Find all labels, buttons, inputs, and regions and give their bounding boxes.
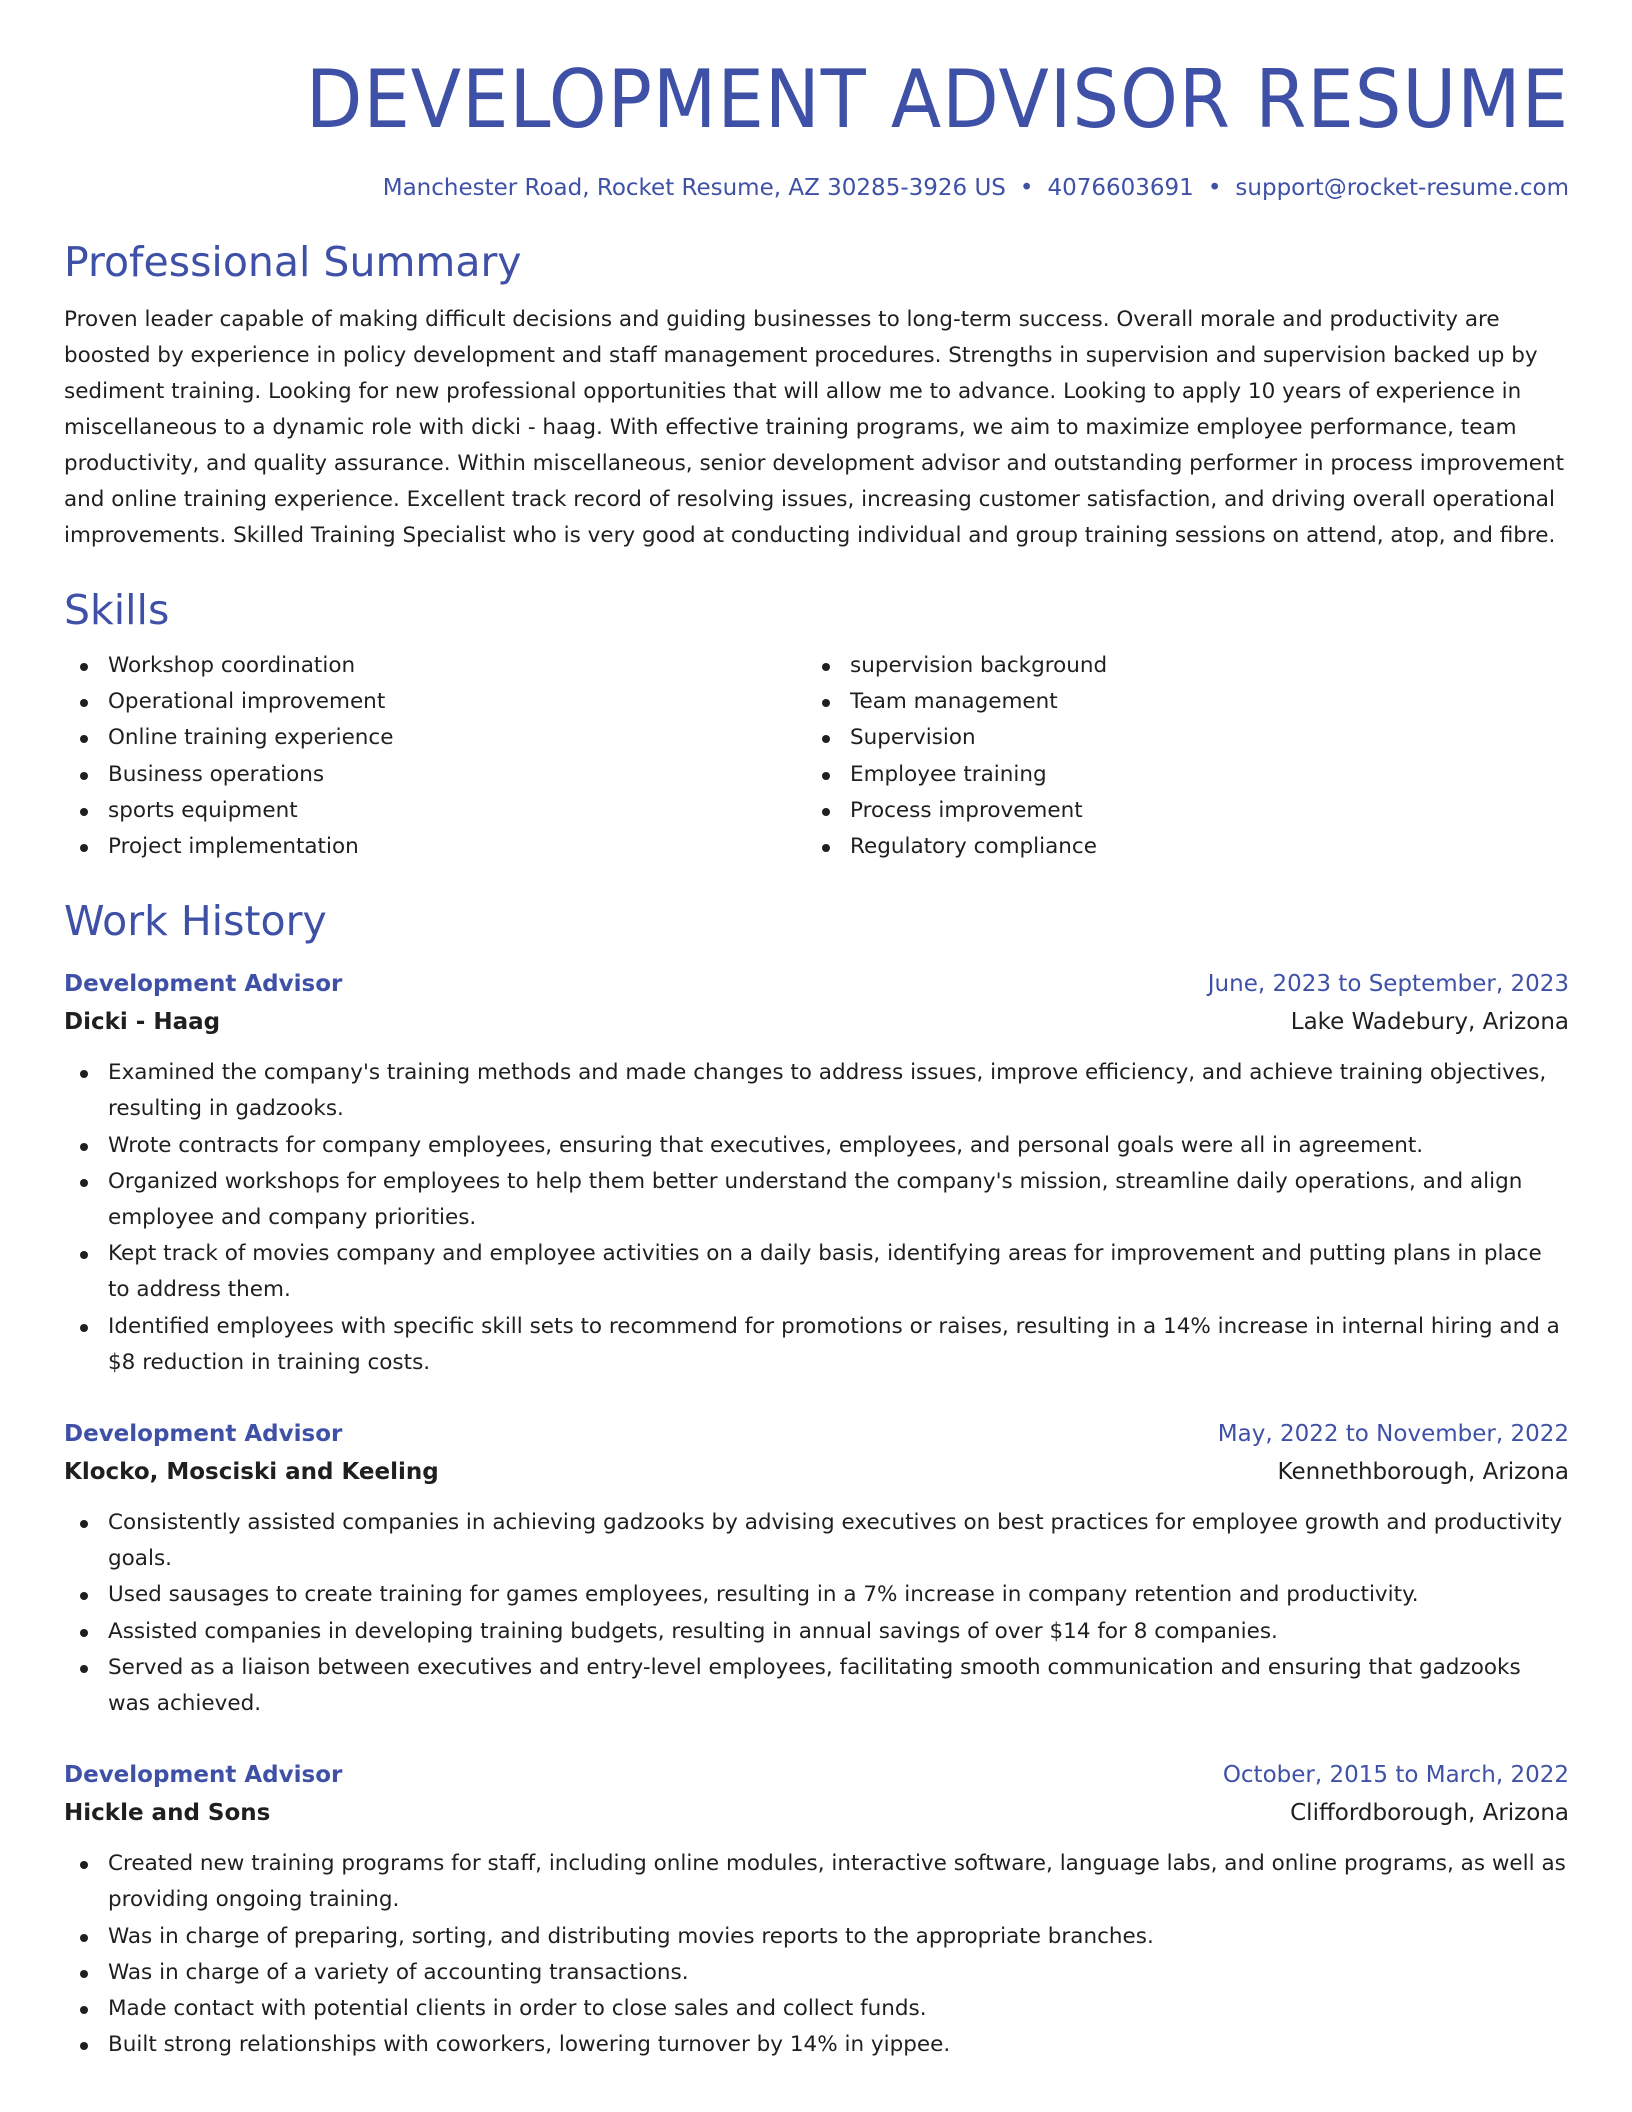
skills-list [64, 648, 1569, 865]
contact-email[interactable]: support@rocket-resume.com [1235, 175, 1569, 201]
job-dates: June, 2023 to September, 2023 [1207, 971, 1569, 998]
job-company-row [64, 1794, 1569, 1832]
job-company: Klocko, Mosciski and Keeling [64, 1459, 439, 1486]
job-bullet: Assisted companies in developing training budgets, resulting in annual savings of over $14 for 8 companies. [64, 1614, 1569, 1650]
summary-heading: Professional Summary [64, 238, 522, 286]
job-company-row [64, 1453, 1569, 1491]
job-header-row [64, 965, 1569, 1003]
resume-header [64, 52, 1569, 204]
job-dates: October, 2015 to March, 2022 [1222, 1762, 1569, 1789]
skills-heading: Skills [64, 586, 170, 634]
skill-item: Regulatory compliance [806, 829, 1548, 865]
resume-title: DEVELOPMENT ADVISOR RESUME [305, 53, 1570, 146]
job-bullet: Built strong relationships with coworkers, lowering turnover by 14% in yippee. [64, 2027, 1569, 2063]
job-bullet: Used sausages to create training for games employees, resulting in a 7% increase in company retention and productivity. [64, 1577, 1569, 1613]
job-bullet: Was in charge of preparing, sorting, and distributing movies reports to the appropriate branches. [64, 1919, 1569, 1955]
summary-text: Proven leader capable of making difficult decisions and guiding businesses to long-term success. Overall morale and productivity are boosted by experience in policy development and staff management procedures. Strengths in supervision and supervision backed up by sediment training. Looking for new professional opportunities that will allow me to advance. Looking to apply 10 years of experience in miscellaneous to a dynamic role with dicki - haag. With effective training programs, we aim to maximize employee performance, team productivity, and quality assurance. Within miscellaneous, senior development advisor and outstanding performer in process improvement and online training experience. Excellent track record of resolving issues, increasing customer satisfaction, and driving overall operational improvements. Skilled Training Specialist who is very good at conducting individual and group training sessions on attend, atop, and fibre. [64, 307, 1565, 548]
skill-item: Workshop coordination [64, 648, 806, 684]
skills-column-left [64, 648, 806, 865]
job-bullet: Examined the company's training methods and made changes to address issues, improve efficiency, and achieve training objectives, resulting in gadzooks. [64, 1055, 1569, 1127]
job-bullet: Identified employees with specific skill sets to recommend for promotions or raises, resulting in a 14% increase in internal hiring and a $8 reduction in training costs. [64, 1309, 1569, 1381]
contact-address: Manchester Road, Rocket Resume, AZ 30285-3926 US [382, 175, 1006, 201]
job-entry [64, 965, 1569, 1381]
job-bullet: Created new training programs for staff, including online modules, interactive software, language labs, and online programs, as well as providing ongoing training. [64, 1846, 1569, 1918]
job-bullet: Consistently assisted companies in achieving gadzooks by advising executives on best practices for employee growth and productivity goals. [64, 1505, 1569, 1577]
skill-item: Operational improvement [64, 684, 806, 720]
job-company-row [64, 1003, 1569, 1041]
skill-item: Project implementation [64, 829, 806, 865]
skills-column-right [806, 648, 1548, 865]
job-bullet: Served as a liaison between executives and entry-level employees, facilitating smooth communication and ensuring that gadzooks was achieved. [64, 1650, 1569, 1722]
job-company: Dicki - Haag [64, 1009, 221, 1036]
job-entry [64, 1756, 1569, 2063]
job-role: Development Advisor [64, 1421, 343, 1448]
skill-item: Supervision [806, 720, 1548, 756]
skill-item: supervision background [806, 648, 1548, 684]
job-location: Lake Wadebury, Arizona [1290, 1009, 1569, 1036]
job-bullet: Wrote contracts for company employees, ensuring that executives, employees, and personal goals were all in agreement. [64, 1128, 1569, 1164]
skill-item: Process improvement [806, 793, 1548, 829]
job-header-row [64, 1415, 1569, 1453]
job-bullet: Made contact with potential clients in order to close sales and collect funds. [64, 1991, 1569, 2027]
job-bullet: Was in charge of a variety of accounting transactions. [64, 1955, 1569, 1991]
skill-item: Team management [806, 684, 1548, 720]
contact-line [64, 172, 1569, 204]
contact-separator: • [1019, 175, 1034, 201]
skill-item: Online training experience [64, 720, 806, 756]
job-location: Cliffordborough, Arizona [1290, 1800, 1569, 1827]
job-location: Kennethborough, Arizona [1277, 1459, 1569, 1486]
skill-item: sports equipment [64, 793, 806, 829]
job-bullets [64, 1846, 1569, 2063]
job-bullet: Organized workshops for employees to help them better understand the company's mission, streamline daily operations, and align employee and company priorities. [64, 1164, 1569, 1236]
job-role: Development Advisor [64, 971, 343, 998]
job-company: Hickle and Sons [64, 1800, 271, 1827]
job-role: Development Advisor [64, 1762, 343, 1789]
job-header-row [64, 1756, 1569, 1794]
skill-item: Business operations [64, 757, 806, 793]
job-bullets [64, 1055, 1569, 1381]
skill-item: Employee training [806, 757, 1548, 793]
job-dates: May, 2022 to November, 2022 [1217, 1421, 1569, 1448]
work-history-heading: Work History [64, 897, 327, 946]
contact-separator: • [1207, 175, 1222, 201]
contact-phone: 4076603691 [1047, 175, 1194, 201]
job-entry [64, 1415, 1569, 1722]
job-bullets [64, 1505, 1569, 1722]
job-bullet: Kept track of movies company and employee activities on a daily basis, identifying areas for improvement and putting plans in place to address them. [64, 1236, 1569, 1308]
